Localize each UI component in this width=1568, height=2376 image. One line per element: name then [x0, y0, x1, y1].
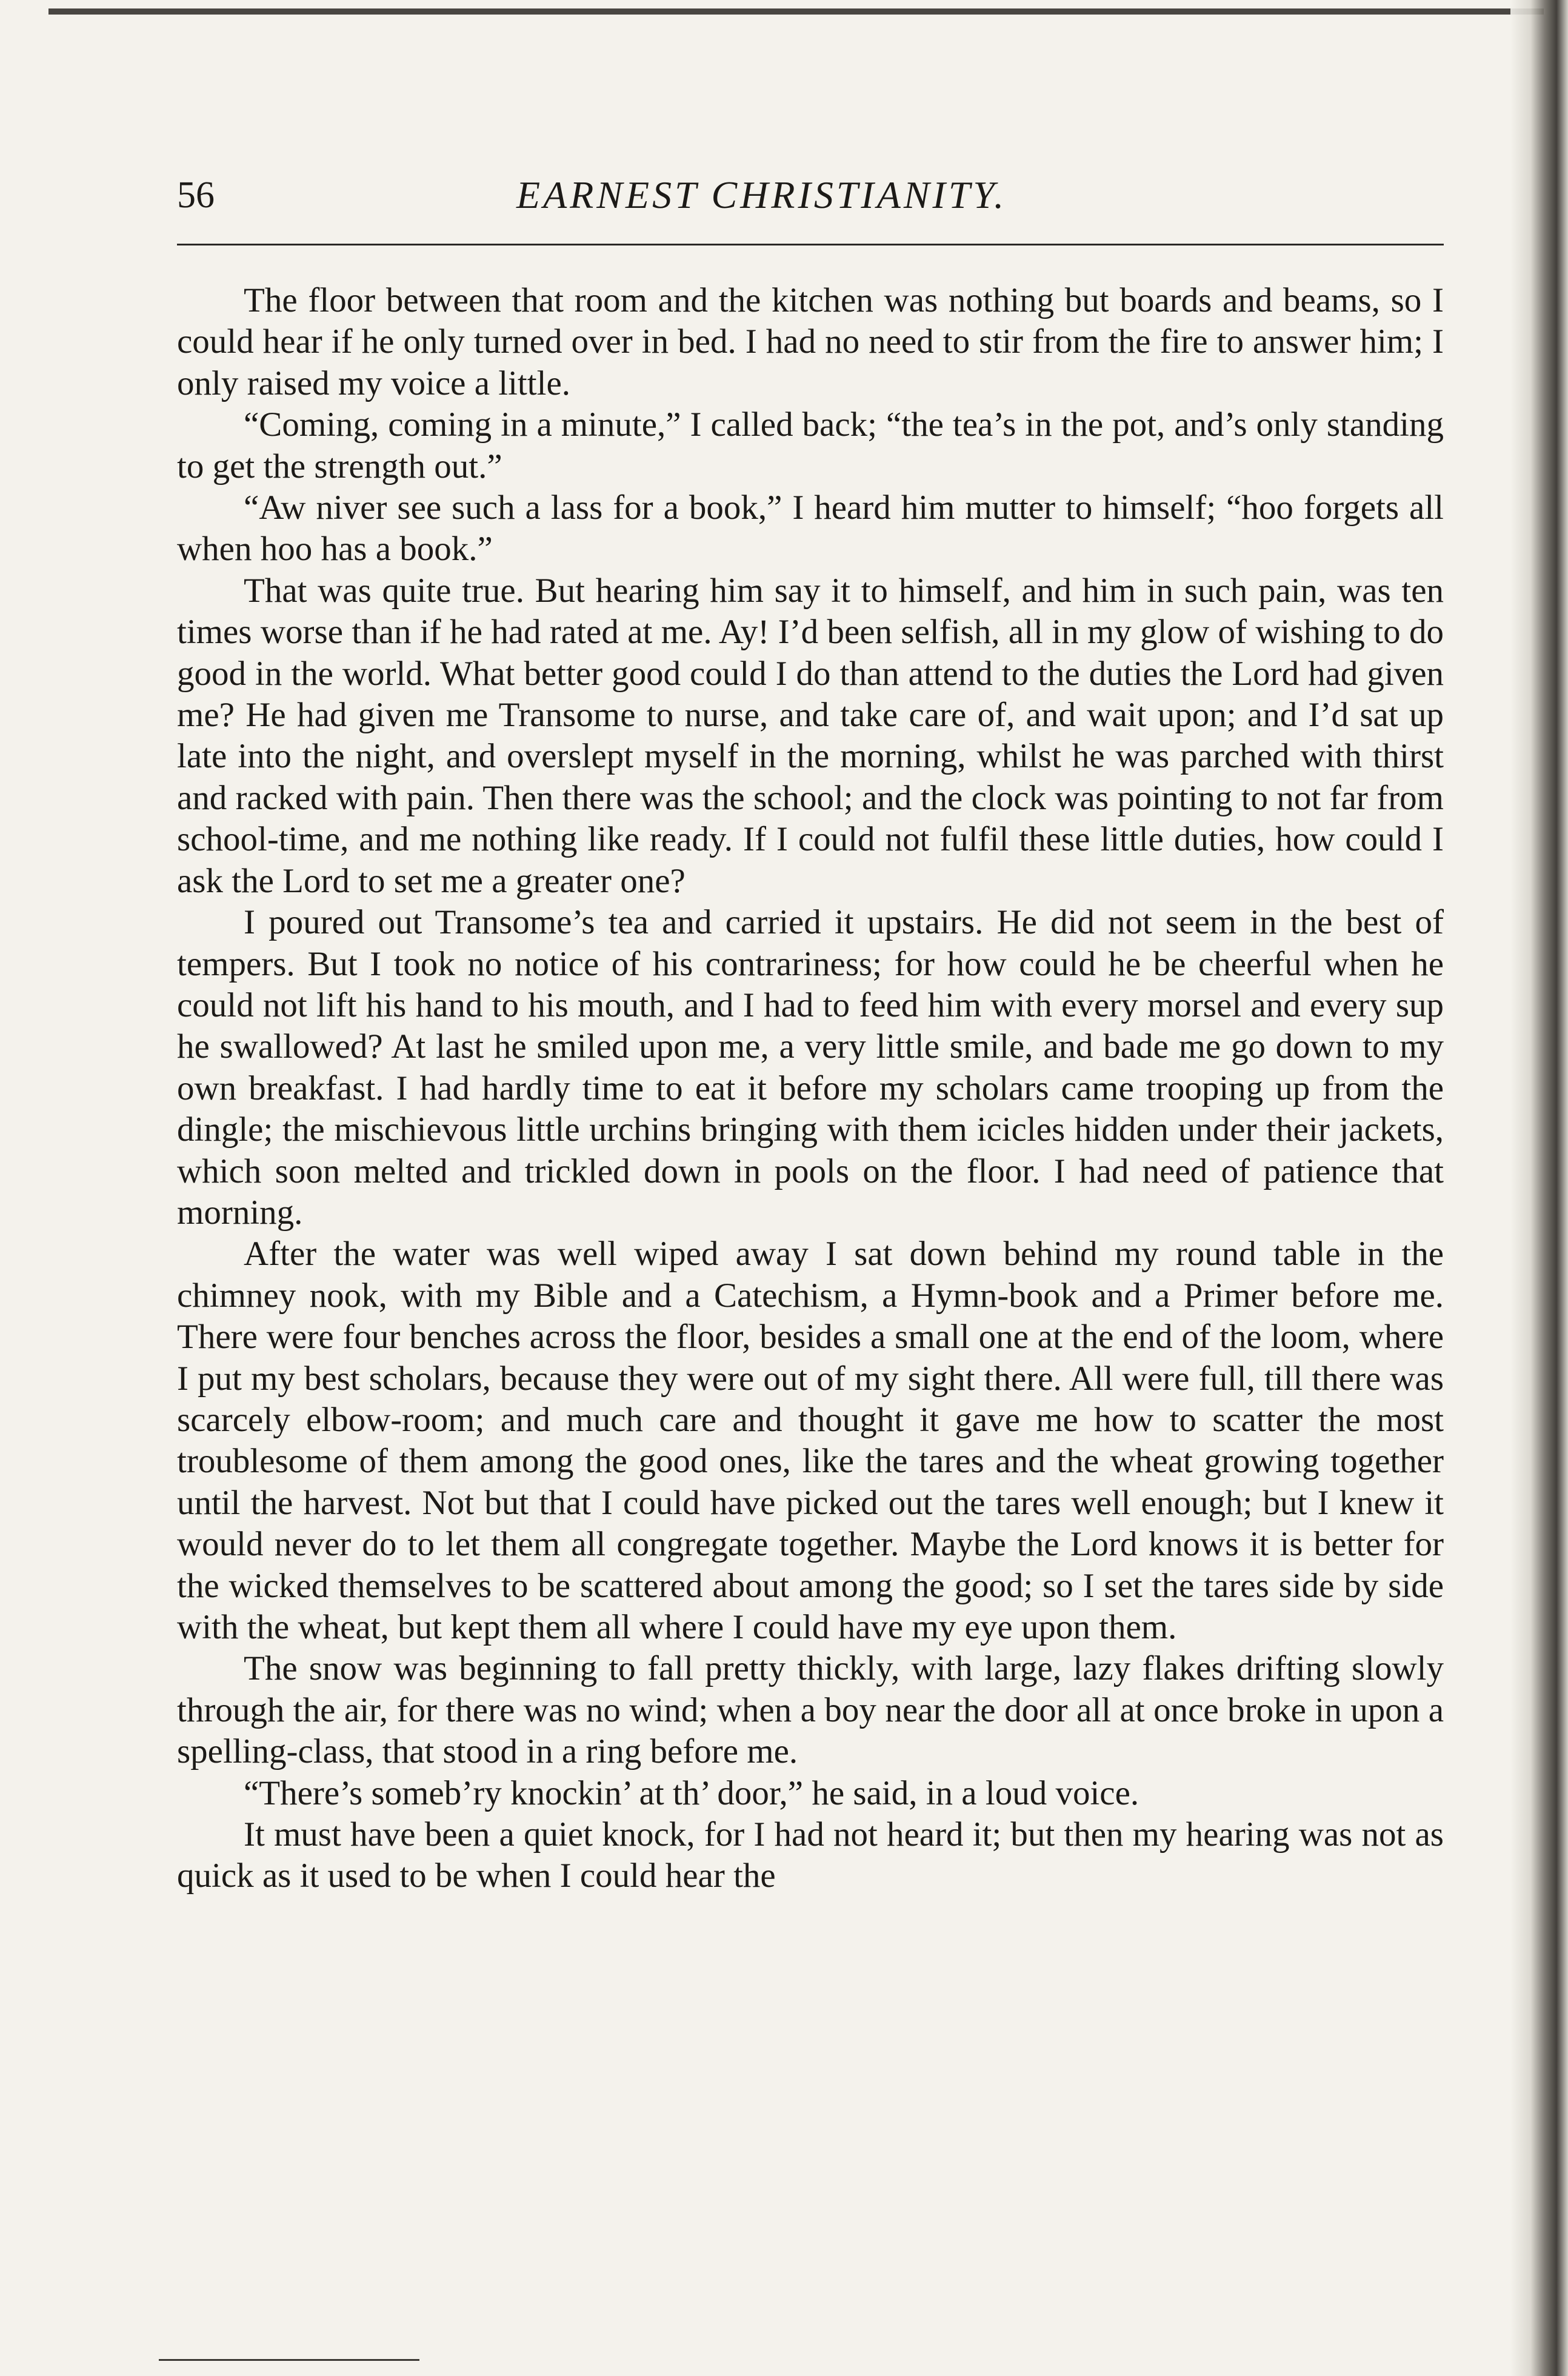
body-text: [177, 280, 1444, 1897]
paragraph: “There’s someb’ry knockin’ at th’ door,” he said, in a loud voice.: [244, 1774, 1139, 1812]
pencil-underline: [159, 2359, 419, 2361]
paragraph: It must have been a quiet knock, for I had not heard it; but then my hearing was not as quick as it used to be when I could hear the: [177, 1815, 1444, 1895]
page-header: [177, 171, 1450, 219]
paragraph: “Aw niver see such a lass for a book,” I heard him mutter to himself; “hoo forgets all when hoo has a book.”: [177, 489, 1444, 569]
paragraph: That was quite true. But hearing him say it to himself, and him in such pain, was ten times worse than if he had rated at me. Ay! I’d been selfish, all in my glow of wishing to do good in the world. What better good could I do than attend to the duties the Lord had given me? He had given me Transome to nurse, and take care of, and wait upon; and I’d sat up late into the night, and overslept myself in the morning, whilst he was parched with thirst and racked with pain. Then there was the school; and the clock was pointing to not far from school-time, and me nothing like ready. If I could not fulfil these little duties, how could I ask the Lord to set me a greater one?: [177, 571, 1444, 900]
page-number: 56: [177, 175, 215, 216]
paragraph: After the water was well wiped away I sat down behind my round table in the chimney nook, with my Bible and a Catechism, a Hymn-book and a Primer before me. There were four benches across the floor, besides a small one at the end of the loom, where I put my best scholars, because they were out of my sight there. All were full, till there was scarcely elbow-room; and much care and thought it gave me how to scatter the most troublesome of them among the good ones, like the tares and the wheat growing together until the harvest. Not but that I could have picked out the tares well enough; but I knew it would never do to let them all congregate together. Maybe the Lord knows it is better for the wicked themselves to be scattered about among the good; so I set the tares side by side with the wheat, but kept them all where I could have my eye upon them.: [177, 1235, 1444, 1646]
paragraph: “Coming, coming in a minute,” I called back; “the tea’s in the pot, and’s only standing to get the strength out.”: [177, 405, 1444, 486]
running-title: EARNEST CHRISTIANITY.: [516, 173, 1007, 216]
paragraph: The snow was beginning to fall pretty thickly, with large, lazy flakes drifting slowly through the air, for there was no wind; when a boy near the door all at once broke in upon a spelling-class, that stood in a ring before me.: [177, 1649, 1444, 1771]
header-rule: [177, 244, 1444, 245]
paragraph: The floor between that room and the kitchen was nothing but boards and beams, so I could hear if he only turned over in bed. I had no need to stir from the fire to answer him; I only raised my voice a little.: [177, 281, 1444, 402]
paragraph: I poured out Transome’s tea and carried it upstairs. He did not seem in the best of tempers. But I took no notice of his contrariness; for how could he be cheerful when he could not lift his hand to his mouth, and I had to feed him with every morsel and every sup he swallowed? At last he smiled upon me, a very little smile, and bade me go down to my own breakfast. I had hardly time to eat it before my scholars came trooping up from the dingle; the mischievous little urchins bringing with them icicles hidden under their jackets, which soon melted and trickled down in pools on the floor. I had need of patience that morning.: [177, 903, 1444, 1232]
top-edge-rule: [48, 8, 1544, 15]
binding-edge: [1510, 0, 1568, 2376]
